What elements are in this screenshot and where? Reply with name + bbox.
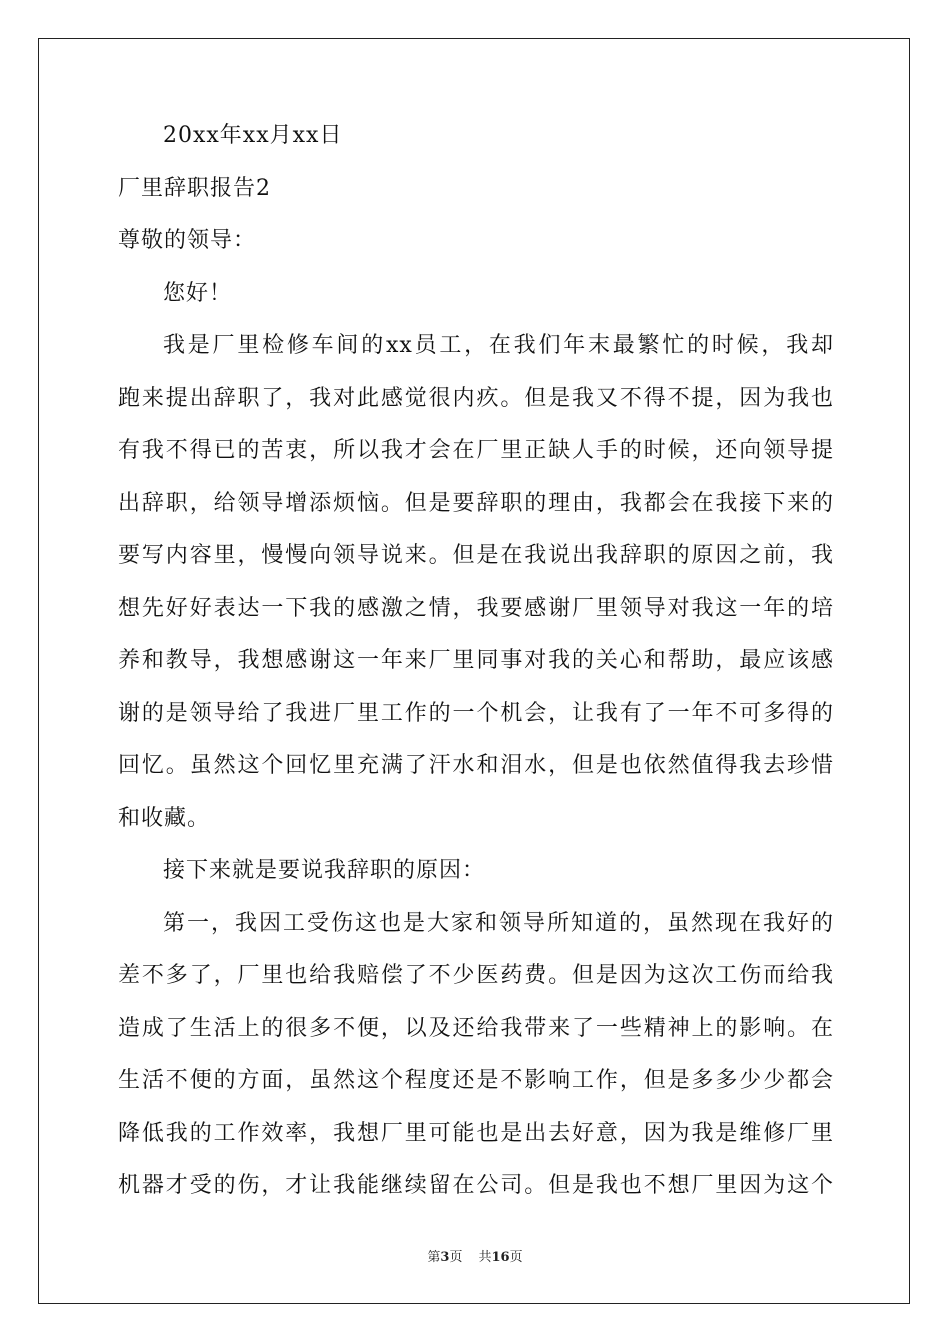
paragraph-2: 接下来就是要说我辞职的原因： <box>163 858 486 883</box>
document-body <box>118 110 834 1213</box>
paragraph-line: 跑来提出辞职了，我对此感觉很内疚。但是我又不得不提，因为我也 <box>118 385 834 411</box>
paragraph-line: 养和教导，我想感谢这一年来厂里同事对我的关心和帮助，最应该感 <box>118 648 834 673</box>
paragraph-3 <box>118 898 834 1213</box>
page-suffix: 页 <box>449 1250 463 1265</box>
page-total: 16 <box>491 1250 510 1265</box>
paragraph-line: 生活不便的方面，虽然这个程度还是不影响工作，但是多多少少都会 <box>118 1068 834 1093</box>
salutation: 尊敬的领导： <box>118 228 257 253</box>
total-prefix: 共 <box>478 1250 492 1265</box>
paragraph-line: 造成了生活上的很多不便，以及还给我带来了一些精神上的影响。在 <box>118 1015 834 1041</box>
paragraph-line: 谢的是领导给了我进厂里工作的一个机会，让我有了一年不可多得的 <box>118 700 834 726</box>
paragraph-line: 降低我的工作效率，我想厂里可能也是出去好意，因为我是维修厂里 <box>118 1120 834 1146</box>
page-prefix: 第 <box>427 1250 441 1265</box>
date-line: 20xx年xx月xx日 <box>163 123 343 148</box>
paragraph-line: 回忆。虽然这个回忆里充满了汗水和泪水，但是也依然值得我去珍惜 <box>118 753 834 778</box>
paragraph-line: 出辞职，给领导增添烦恼。但是要辞职的理由，我都会在我接下来的 <box>118 490 834 516</box>
paragraph-1 <box>118 320 834 845</box>
paragraph-line: 有我不得已的苦衷，所以我才会在厂里正缺人手的时候，还向领导提 <box>118 438 834 463</box>
page-footer <box>0 1246 950 1265</box>
paragraph-line: 差不多了，厂里也给我赔偿了不少医药费。但是因为这次工伤而给我 <box>118 963 834 988</box>
paragraph-line: 第一，我因工受伤这也是大家和领导所知道的，虽然现在我好的 <box>163 910 834 936</box>
greeting: 您好！ <box>163 280 233 306</box>
page-current: 3 <box>440 1250 450 1265</box>
document-title: 厂里辞职报告2 <box>118 175 271 201</box>
paragraph-line: 和收藏。 <box>118 805 211 831</box>
paragraph-line: 想先好好表达一下我的感激之情，我要感谢厂里领导对我这一年的培 <box>118 595 834 621</box>
paragraph-line: 要写内容里，慢慢向领导说来。但是在我说出我辞职的原因之前，我 <box>118 543 834 568</box>
paragraph-line: 机器才受的伤，才让我能继续留在公司。但是我也不想厂里因为这个 <box>118 1173 834 1198</box>
paragraph-line: 我是厂里检修车间的xx员工，在我们年末最繁忙的时候，我却 <box>163 333 834 358</box>
total-suffix: 页 <box>509 1250 523 1265</box>
